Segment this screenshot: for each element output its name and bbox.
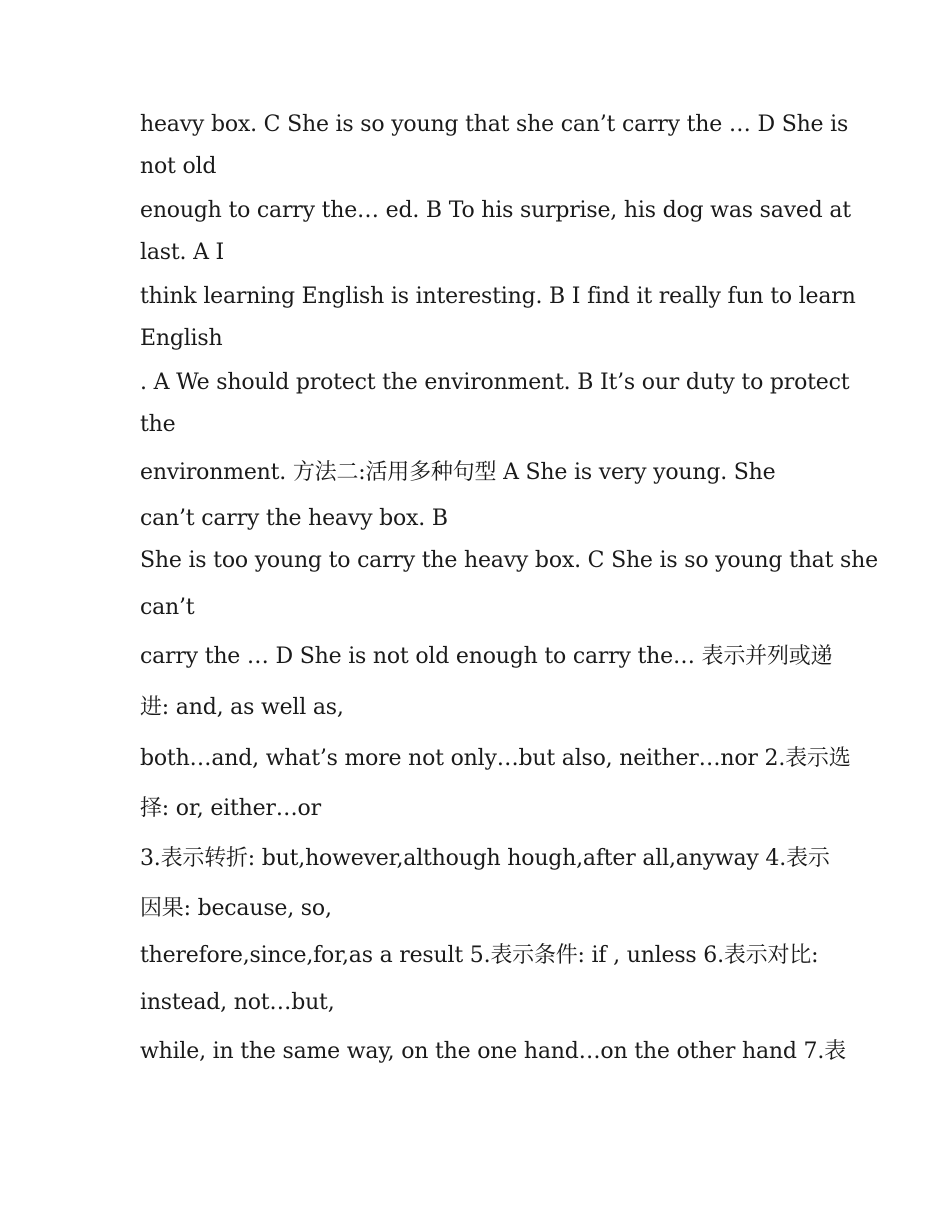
text-line: instead, not…but, (140, 990, 335, 1015)
text-line: can’t carry the heavy box. B (140, 506, 448, 531)
text-line: last. A I (140, 240, 225, 265)
document-body (140, 104, 878, 1076)
text-line: carry the … D She is not old enough to carry the… 表示并列或递 (140, 644, 833, 669)
text-line: the (140, 412, 176, 437)
text-line: . A We should protect the environment. B It’s our duty to protect (140, 370, 850, 395)
text-line: enough to carry the… ed. B To his surprise, his dog was saved at (140, 198, 851, 223)
text-line: 择: or, either…or (140, 796, 321, 821)
text-line: environment. 方法二:活用多种句型 A She is very young. She (140, 460, 776, 485)
text-line: 因果: because, so, (140, 896, 332, 921)
text-line: 进: and, as well as, (140, 695, 344, 720)
text-line: She is too young to carry the heavy box. C She is so young that she (140, 548, 878, 573)
text-line: therefore,since,for,as a result 5.表示条件: if , unless 6.表示对比: (140, 943, 819, 968)
text-line: 3.表示转折: but,however,although hough,after all,anyway 4.表示 (140, 846, 830, 871)
text-line: can’t (140, 595, 195, 620)
text-line: both…and, what’s more not only…but also, neither…nor 2.表示选 (140, 746, 851, 771)
text-line: not old (140, 154, 217, 179)
text-line: heavy box. C She is so young that she can’t carry the … D She is (140, 112, 849, 137)
text-line: think learning English is interesting. B I find it really fun to learn (140, 284, 856, 309)
text-line: while, in the same way, on the one hand…on the other hand 7.表 (140, 1039, 846, 1064)
text-line: English (140, 326, 223, 351)
